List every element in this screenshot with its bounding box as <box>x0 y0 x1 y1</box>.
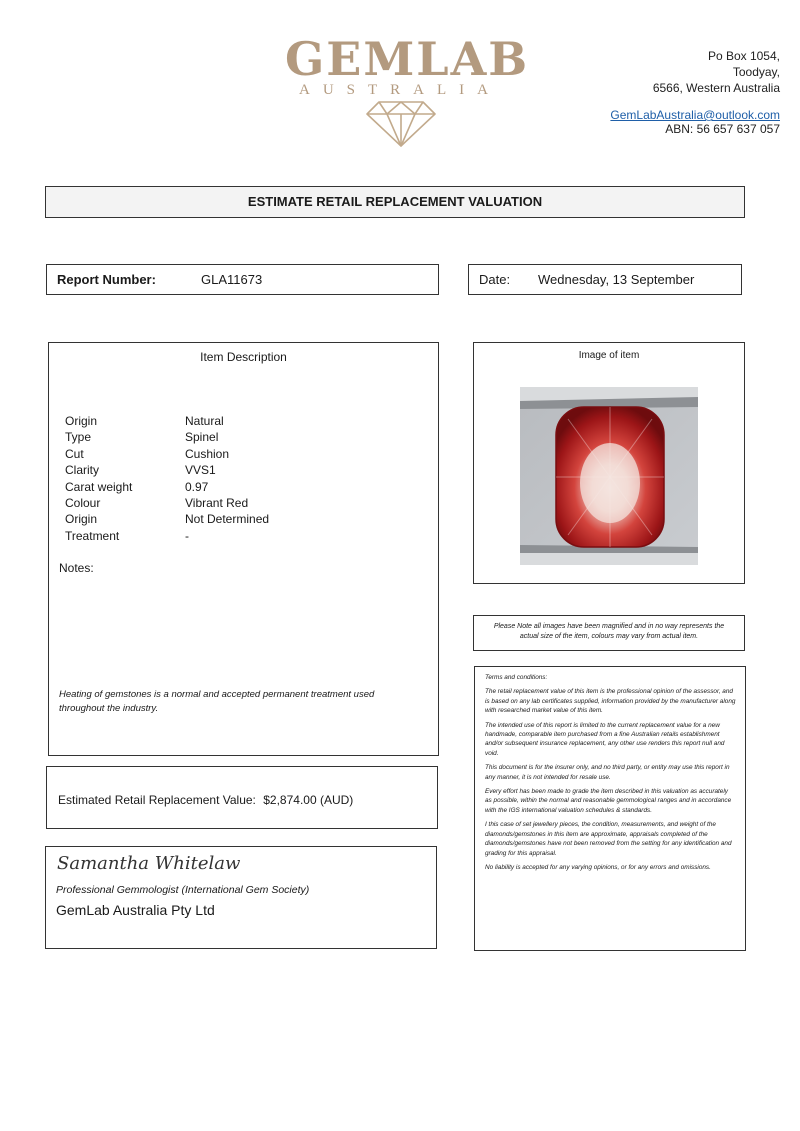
report-number-label: Report Number: <box>57 272 156 287</box>
spec-row <box>65 511 269 527</box>
spec-value: VVS1 <box>185 463 216 478</box>
page-title: ESTIMATE RETAIL REPLACEMENT VALUATION <box>247 194 543 209</box>
spec-value: Cushion <box>185 446 230 461</box>
notes-label: Notes: <box>59 561 94 575</box>
spec-value: Vibrant Red <box>185 496 249 511</box>
date-value: Wednesday, 13 September <box>538 272 695 287</box>
item-description-box <box>48 342 439 756</box>
spec-row <box>65 429 269 445</box>
report-number-box <box>46 264 439 295</box>
signature-box <box>45 846 437 949</box>
logo-subtitle: AUSTRALIA <box>299 82 501 98</box>
report-number-value: GLA11673 <box>201 272 263 287</box>
terms-paragraph: I this case of set jewellery pieces, the condition, measurements, and weight of the diamonds/gemstones in this item are approximate, appraisals completed of the diamonds/gemstones have not been removed from the setting for any identification and grading for this appraisal. <box>485 821 732 857</box>
spec-value: Not Determined <box>185 512 270 527</box>
spec-row <box>65 462 269 478</box>
spec-key: Treatment <box>65 528 120 543</box>
spec-row <box>65 495 269 511</box>
signature: Samantha Whitelaw <box>57 853 241 874</box>
terms-paragraph: The retail replacement value of this item is the professional opinion of the assessor, and is based on any lab certificates supplied, information provided by the manufacturer along with researched market value of this item. <box>485 688 736 715</box>
heating-note: Heating of gemstones is a normal and accepted permanent treatment used throughout the industry. <box>59 689 375 714</box>
spec-key: Origin <box>65 512 98 527</box>
address-line: Po Box 1054, <box>707 49 780 63</box>
terms-paragraph: Every effort has been made to grade the item described in this valuation as accurately as possible, within the normal and reasonable gemmological ranges and in accordance with the IGS international valuation schedules & standards. <box>485 788 732 814</box>
terms-paragraph: The intended use of this report is limited to the current replacement value for a new handmade, comparable item purchased from a fine Australian retails establishment and/or subsequent insurance replacement, any other use renders this report null and void. <box>485 721 725 757</box>
spec-key: Origin <box>65 414 98 428</box>
spec-value: - <box>185 528 189 543</box>
spec-value: Natural <box>185 414 224 428</box>
image-disclaimer: Please Note all images have been magnified and in no way represents the actual size of the item, colours may vary from actual item. <box>493 623 725 640</box>
image-box <box>473 342 745 584</box>
spec-key: Clarity <box>65 463 100 478</box>
valuation-amount: $2,874.00 (AUD) <box>263 793 354 807</box>
terms-heading: Terms and conditions: <box>485 674 548 681</box>
spec-value: Spinel <box>185 430 219 445</box>
spec-row <box>65 413 269 429</box>
address-block <box>653 48 780 96</box>
date-label: Date: <box>479 272 511 287</box>
terms-paragraph: No liability is accepted for any varying opinions, or for any errors and omissions. <box>485 863 711 871</box>
spec-row <box>65 446 269 462</box>
spec-row <box>65 479 269 495</box>
spec-list <box>65 413 269 544</box>
spec-key: Carat weight <box>65 479 133 494</box>
diamond-logo-icon <box>365 100 437 148</box>
spec-key: Cut <box>65 446 84 461</box>
spec-key: Type <box>65 430 92 445</box>
address-line: 6566, Western Australia <box>652 81 780 95</box>
terms-box <box>474 666 746 951</box>
signature-company: GemLab Australia Pty Ltd <box>56 902 215 918</box>
gem-photo <box>520 387 698 565</box>
logo-wordmark: GEMLAB <box>285 32 530 86</box>
valuation-line <box>58 793 353 807</box>
valuation-label: Estimated Retail Replacement Value: <box>58 793 256 807</box>
image-heading: Image of item <box>578 350 640 361</box>
title-box <box>45 186 745 218</box>
image-disclaimer-box <box>473 615 745 651</box>
spec-key: Colour <box>65 496 101 511</box>
terms-content <box>475 667 745 872</box>
spec-value: 0.97 <box>185 479 209 494</box>
spec-row <box>65 528 269 544</box>
abn-text: ABN: 56 657 637 057 <box>665 122 780 136</box>
date-box <box>468 264 742 295</box>
item-description-heading: Item Description <box>200 350 287 364</box>
address-line: Toodyay, <box>732 65 780 79</box>
signature-role: Professional Gemmologist (International Gem Society) <box>56 884 310 896</box>
terms-paragraph: This document is for the insurer only, and no third party, or entity may use this report in any manner, it is not intended for resale use. <box>485 764 730 781</box>
valuation-box <box>46 766 438 829</box>
email-link[interactable]: GemLabAustralia@outlook.com <box>610 108 780 122</box>
